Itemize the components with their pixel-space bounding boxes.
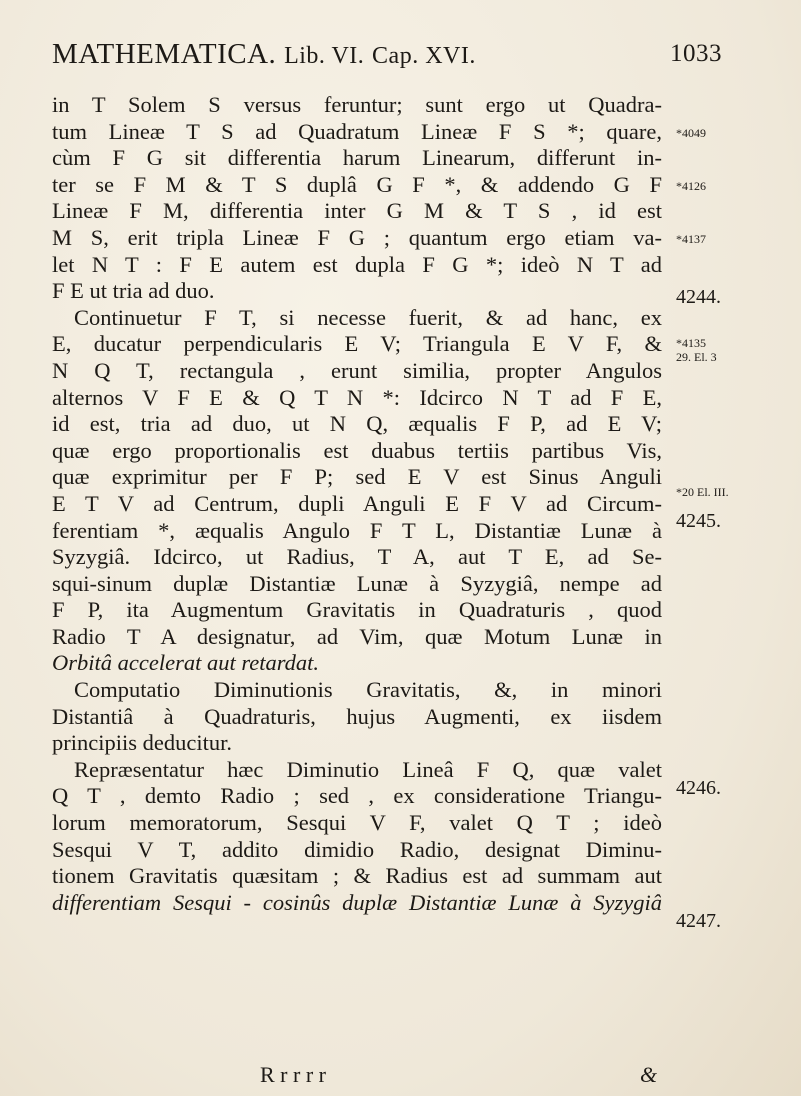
margin-number: 4244.	[676, 286, 721, 308]
text-line: F P, ita Augmentum Gravitatis in Quadraturis , quod	[52, 597, 662, 623]
text-line: Distantiâ à Quadraturis, hujus Augmenti, ex iisdem	[52, 703, 662, 729]
text-line: Continuetur F T, si necesse fuerit, & ad hanc, ex	[74, 304, 662, 330]
text-line: principiis deducitur.	[52, 730, 232, 756]
running-header	[52, 38, 752, 71]
text-line: quæ exprimitur per F P; sed E V est Sinus Anguli	[52, 464, 662, 490]
header-book: Lib. VI.	[284, 43, 365, 69]
text-line: F E ut tria ad duo.	[52, 278, 215, 304]
text-line: ter se F M & T S duplâ G F *, & addendo G F	[52, 171, 662, 197]
margin-ref: *4137	[676, 232, 706, 246]
text-line: differentiam Sesqui - cosinûs duplæ Distantiæ Lunæ à Syzygiâ	[52, 889, 662, 915]
text-line: quæ ergo proportionalis est duabus tertiis partibus Vis,	[52, 437, 662, 463]
text-line: squi-sinum duplæ Distantiæ Lunæ à Syzygiâ, nempe ad	[52, 570, 662, 596]
text-line: id est, tria ad duo, ut N Q, æqualis F P, ad E V;	[52, 411, 662, 437]
page-number: 1033	[670, 40, 722, 67]
text-line: N Q T, rectangula , erunt similia, propter Angulos	[52, 357, 662, 383]
margin-ref: *20 El. III.	[676, 485, 729, 499]
text-line: M S, erit tripla Lineæ F G ; quantum ergo etiam va-	[52, 224, 662, 250]
margin-ref: *4135	[676, 336, 706, 350]
text-line: lorum memoratorum, Sesqui V F, valet Q T ; ideò	[52, 810, 662, 836]
margin-number: 4245.	[676, 510, 721, 532]
margin-number: 4247.	[676, 910, 721, 932]
text-line: tionem Gravitatis quæsitam ; & Radius est ad summam aut	[52, 863, 662, 889]
text-line: E T V ad Centrum, dupli Anguli E F V ad Circum-	[52, 490, 662, 516]
text-line: cùm F G sit differentia harum Linearum, differunt in-	[52, 145, 662, 171]
text-line: Orbitâ accelerat aut retardat.	[52, 650, 320, 676]
text-line: E, ducatur perpendicularis E V; Triangula E V F, &	[52, 331, 662, 357]
margin-ref: *4126	[676, 179, 706, 193]
text-line: alternos V F E & Q T N *: Idcirco N T ad F E,	[52, 384, 662, 410]
header-title: MATHEMATICA.	[52, 38, 277, 70]
margin-number: 4246.	[676, 777, 721, 799]
margin-ref: 29. El. 3	[676, 350, 717, 364]
text-line: Repræsentatur hæc Diminutio Lineâ F Q, quæ valet	[74, 756, 662, 782]
text-line: ferentiam *, æqualis Angulo F T L, Distantiæ Lunæ à	[52, 517, 662, 543]
margin-ref: *4049	[676, 126, 706, 140]
text-line: in T Solem S versus feruntur; sunt ergo ut Quadra-	[52, 92, 662, 117]
text-line: Computatio Diminutionis Gravitatis, &, in minori	[74, 677, 662, 703]
text-line: Sesqui V T, addito dimidio Radio, designat Diminu-	[52, 836, 662, 862]
text-block	[52, 92, 662, 916]
text-line: Q T , demto Radio ; sed , ex consideratione Triangu-	[52, 783, 662, 809]
text-line: let N T : F E autem est dupla F G *; ideò N T ad	[52, 251, 662, 277]
header-chapter: Cap. XVI.	[372, 43, 476, 69]
text-line: tum Lineæ T S ad Quadratum Lineæ F S *; quare,	[52, 118, 662, 144]
signature-mark: R r r r r	[260, 1062, 326, 1087]
text-line: Syzygiâ. Idcirco, ut Radius, T A, aut T E, ad Se-	[52, 544, 662, 570]
text-line: Lineæ F M, differentia inter G M & T S , id est	[52, 198, 662, 224]
text-line: Radio T A designatur, ad Vim, quæ Motum Lunæ in	[52, 623, 662, 649]
catchword: &	[640, 1062, 658, 1087]
